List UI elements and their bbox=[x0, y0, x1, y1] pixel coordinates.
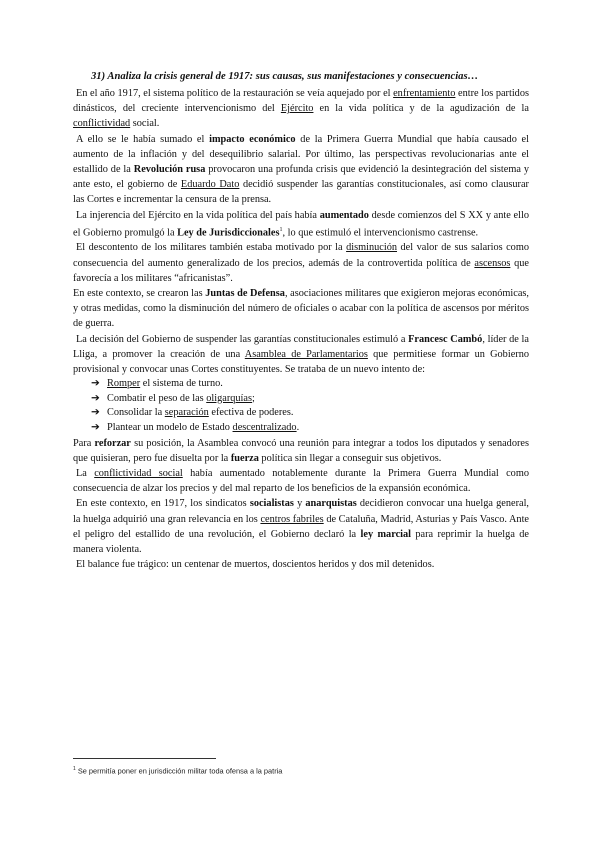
paragraph-6: La decisión del Gobierno de suspender las garantías constitucionales estimuló a Francesc Cambó, líder de la Lliga, a promover la creación de una Asamblea de Parlamentarios que permitiese formar un Gobierno provisional y convocar unas Cortes constituyentes. Se trataba de un nuevo intento de: bbox=[73, 333, 529, 376]
footnote-separator bbox=[73, 758, 216, 759]
paragraph-1: En el año 1917, el sistema político de la restauración se veía aquejado por el enfrentamiento entre los partidos dinásticos, del creciente intervencionismo del Ejército en la vida política y de la agudización de la conflictividad social. bbox=[73, 88, 529, 130]
footnote bbox=[73, 766, 529, 775]
paragraph-9: En este contexto, en 1917, los sindicatos socialistas y anarquistas decidieron convocar una huelga general, la huelga adquirió una gran relevancia en los centros fabriles de Cataluña, Madrid, Asturias y País Vasco. Ante el peligro del estallido de una revolución, el Gobierno declaró la ley marcial para reprimir la huelga de manera violenta. bbox=[73, 498, 530, 556]
bold-term: Ley de Jurisdiccionales bbox=[177, 227, 280, 239]
underlined-term: ascensos bbox=[474, 257, 511, 269]
document-body bbox=[73, 70, 529, 572]
arrow-bullet-icon: ➔ bbox=[91, 422, 100, 434]
footnote-text: Se permitía poner en jurisdicción militar toda ofensa a la patria bbox=[75, 766, 283, 776]
underlined-term: Eduardo Dato bbox=[180, 179, 240, 191]
bold-term: Juntas de Defensa bbox=[205, 288, 285, 300]
bold-term: aumentado bbox=[319, 209, 369, 221]
underlined-term: conflictividad bbox=[73, 118, 131, 130]
paragraph-2: A ello se le había sumado el impacto económico de la Primera Guerra Mundial que había causado el aumento de la inflación y del desequilibrio salarial. Por último, las perspectivas revolucionarias ante el estallido de la Revolución rusa provocaron una profunda crisis que evidenció la desintegración del sistema y ante esto, el gobierno de Eduardo Dato decidió suspender las garantías constitucionales, así como clausurar las Cortes e incrementar la censura de la prensa. bbox=[73, 133, 529, 206]
paragraph-4: El descontento de los militares también estaba motivado por la disminución del valor de sus salarios como consecuencia del aumento generalizado de los precios, además de la controvertida política de ascensos que favorecía a los militares “africanistas”. bbox=[73, 242, 529, 284]
underlined-term: Ejército bbox=[280, 103, 314, 115]
list-item: ➔ Romper el sistema de turno. bbox=[91, 377, 529, 392]
paragraph-10: El balance fue trágico: un centenar de muertos, doscientos heridos y dos mil detenidos. bbox=[76, 559, 435, 571]
bold-term: ley marcial bbox=[360, 528, 412, 540]
arrow-bullet-icon: ➔ bbox=[91, 407, 100, 419]
bold-term: Revolución rusa bbox=[133, 164, 206, 176]
list-item: ➔ Plantear un modelo de Estado descentralizado. bbox=[91, 421, 529, 436]
objectives-list bbox=[73, 377, 529, 435]
footnote-number: 1 bbox=[73, 766, 76, 772]
paragraph-3: La injerencia del Ejército en la vida política del país había aumentado desde comienzos del S XX y ante ello el Gobierno promulgó la Ley de Jurisdiccionales$^1$, lo que estimuló el intervencionismo castrense. bbox=[73, 209, 529, 239]
bold-term: fuerza bbox=[230, 452, 259, 464]
paragraph-8: La conflictividad social había aumentado notablemente durante la Primera Guerra Mundial como consecuencia de alzar los precios y del mal reparto de los beneficios de la expansión económica. bbox=[73, 468, 529, 495]
underlined-term: disminución bbox=[346, 242, 398, 254]
list-item: ➔ Combatir el peso de las oligarquías; bbox=[91, 392, 529, 407]
underlined-term: Asamblea de Parlamentarios bbox=[244, 348, 368, 360]
underlined-term: conflictividad social bbox=[94, 468, 183, 480]
bold-term: reforzar bbox=[94, 437, 131, 449]
bold-term: impacto económico bbox=[209, 133, 296, 145]
underlined-term: centros fabriles bbox=[260, 513, 324, 525]
underlined-term: enfrentamiento bbox=[393, 88, 456, 99]
list-item: ➔ Consolidar la separación efectiva de poderes. bbox=[91, 406, 529, 421]
paragraph-5: En este contexto, se crearon las Juntas de Defensa, asociaciones militares que exigieron mejoras económicas, y otras medidas, como la disminución del número de oficiales o acabar con la política de ascensos por méritos de guerra. bbox=[73, 288, 529, 330]
bold-term: anarquistas bbox=[305, 498, 357, 510]
arrow-bullet-icon: ➔ bbox=[91, 392, 100, 404]
paragraph-7: Para reforzar su posición, la Asamblea convocó una reunión para integrar a todos los diputados y senadores que quisieran, pero fue disuelta por la fuerza política sin llegar a conseguir sus objetivos. bbox=[73, 437, 529, 464]
bold-term: Francesc Cambó bbox=[408, 333, 483, 345]
arrow-bullet-icon: ➔ bbox=[91, 378, 100, 390]
bold-term: socialistas bbox=[249, 498, 294, 510]
footnote-ref[interactable]: 1 bbox=[279, 226, 283, 233]
question-title: 31) Analiza la crisis general de 1917: sus causas, sus manifestaciones y consecuencias… bbox=[91, 71, 479, 82]
